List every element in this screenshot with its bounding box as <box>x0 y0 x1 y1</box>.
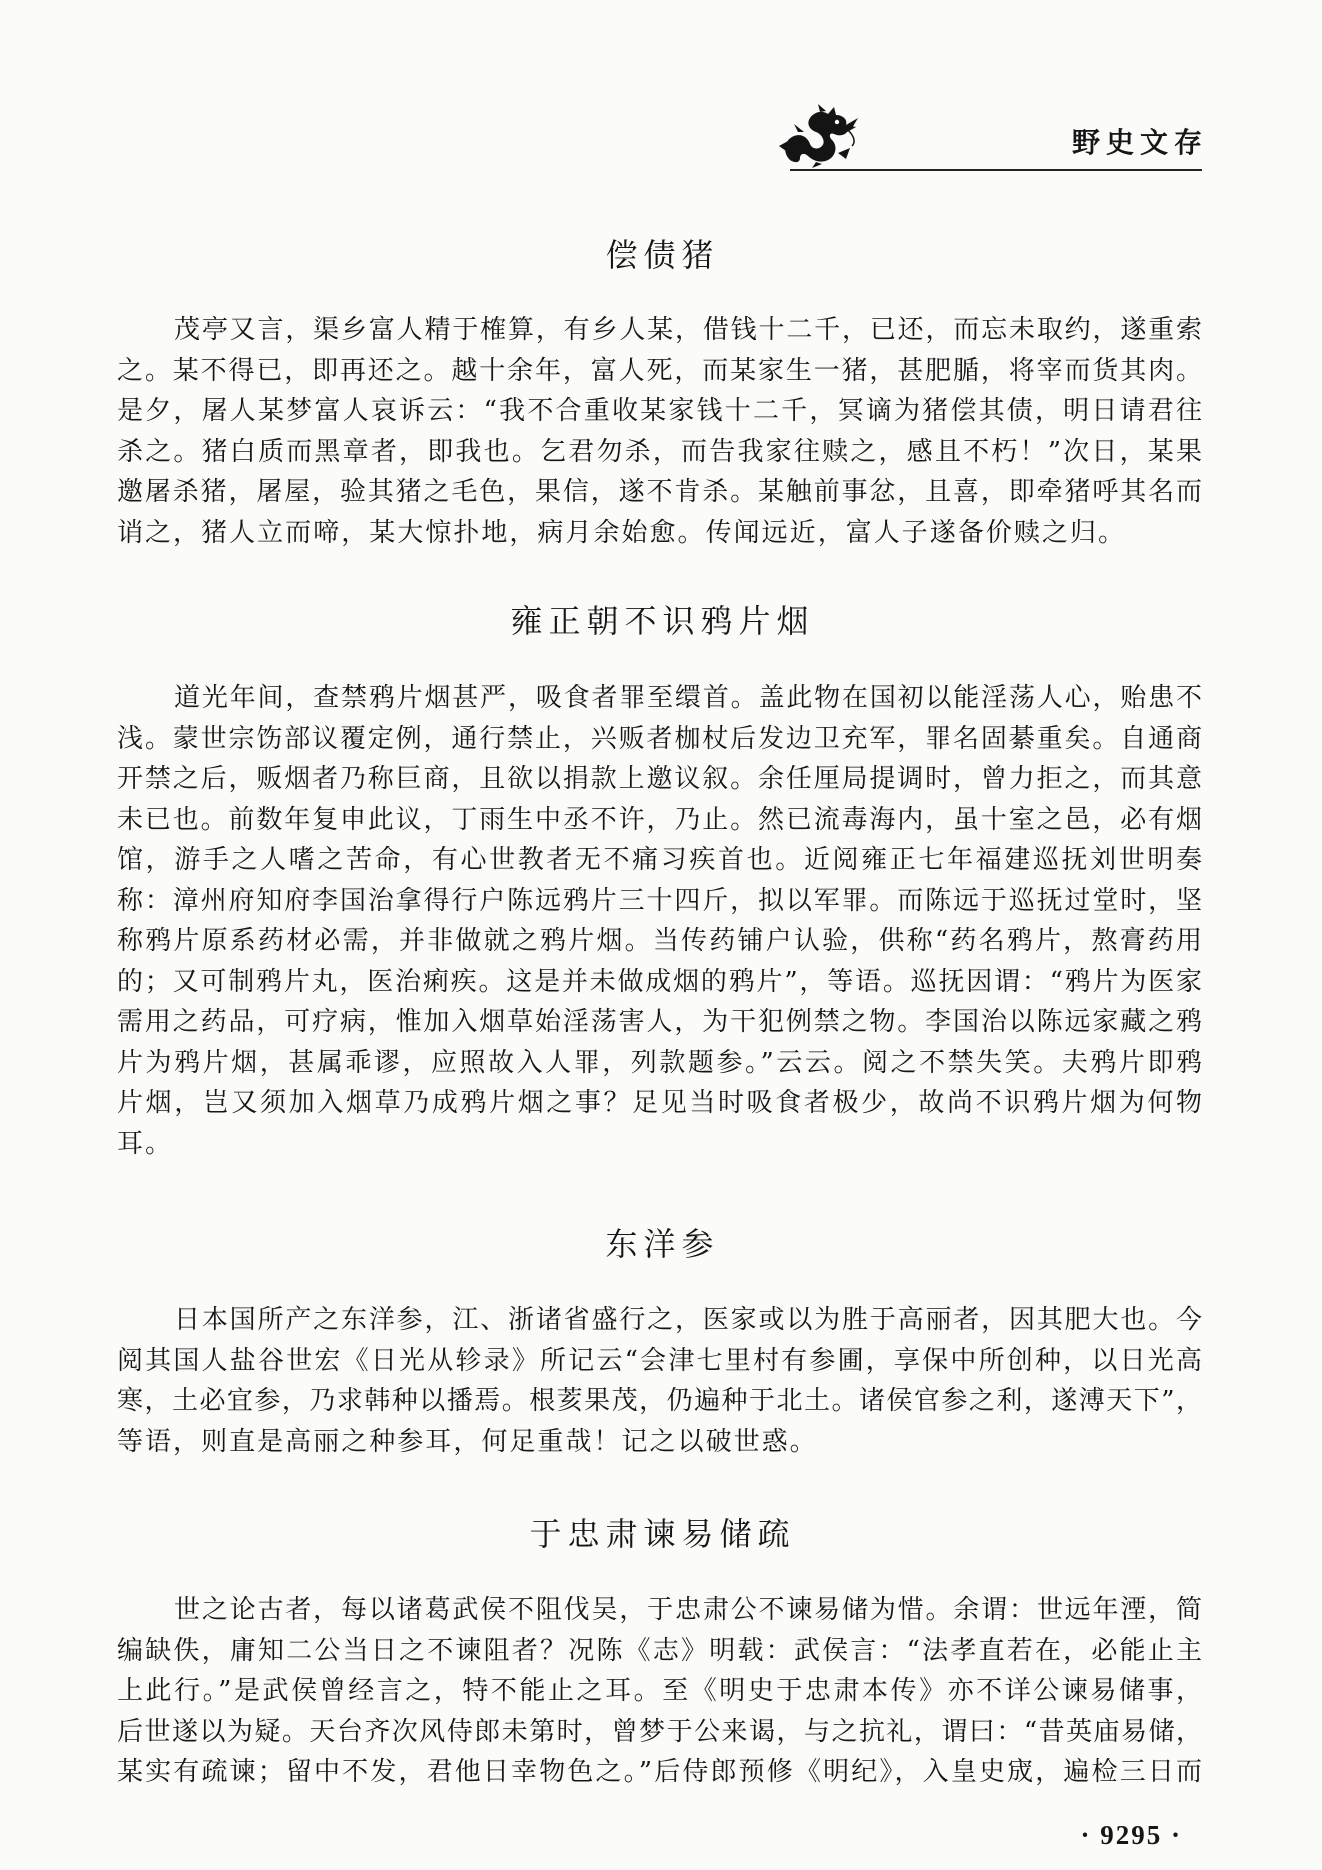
text-line: 日本国所产之东洋参，江、浙诸省盛行之，医家或以为胜于高丽者，因其肥大也。今 <box>174 1305 1204 1335</box>
text-line: 片烟，岂又须加入烟草乃成鸦片烟之事？足见当时吸食者极少，故尚不识鸦片烟为何物 <box>117 1088 1205 1118</box>
section-title: 东洋参 <box>605 1225 720 1263</box>
text-line: 开禁之后，贩烟者乃称巨商，且欲以捐款上邀议叙。余任厘局提调时，曾力拒之，而其意 <box>117 764 1204 794</box>
text-line: 诮之，猪人立而啼，某大惊扑地，病月余始愈。传闻远近，富人子遂备价赎之归。 <box>117 517 1126 548</box>
text-line: 世之论古者，每以诸葛武侯不阻伐吴，于忠肃公不谏易储为惜。余谓：世远年湮，简 <box>174 1595 1204 1625</box>
running-header-title: 野史文存 <box>1071 126 1208 159</box>
text-line: 后世遂以为疑。天台齐次风侍郎未第时，曾梦于公来谒，与之抗礼，谓曰：“昔英庙易储， <box>117 1716 1204 1747</box>
text-line: 邀屠杀猪，屠屋，验其猪之毛色，果信，遂不肯杀。某触前事忿，且喜，即牵猪呼其名而 <box>117 477 1204 507</box>
paragraph <box>117 1590 1205 1793</box>
paragraph <box>117 310 1205 553</box>
text-line: 等语，则直是高丽之种参耳，何足重哉！记之以破世惑。 <box>117 1426 818 1457</box>
text-line: 寒，土必宜参，乃求韩种以播焉。根荄果茂，仍遍种于北土。诸侯官参之利，遂溥天下”， <box>117 1386 1204 1416</box>
page-number: · 9295 · <box>1080 1820 1182 1850</box>
dragon-icon <box>776 102 860 168</box>
text-line: 茂亭又言，渠乡富人精于榷算，有乡人某，借钱十二千，已还，而忘未取约，遂重索 <box>174 315 1204 345</box>
text-line: 需用之药品，可疗病，惟加入烟草始淫荡害人，为干犯例禁之物。李国治以陈远家藏之鸦 <box>117 1007 1204 1037</box>
text-line: 之。某不得已，即再还之。越十余年，富人死，而某家生一猪，甚肥腯，将宰而货其肉。 <box>117 355 1204 386</box>
text-line: 阅其国人盐谷世宏《日光从轸录》所记云“会津七里村有参圃，享保中所创种，以日光高 <box>117 1345 1205 1376</box>
text-line: 馆，游手之人嗜之苦命，有心世教者无不痛习疾首也。近阅雍正七年福建巡抚刘世明奏 <box>117 845 1205 875</box>
text-line: 的；又可制鸦片丸，医治痢疾。这是并未做成烟的鸦片”，等语。巡抚因谓：“鸦片为医家 <box>117 966 1204 997</box>
text-line: 片为鸦片烟，甚属乖谬，应照故入人罪，列款题参。”云云。阅之不禁失笑。夫鸦片即鸦 <box>117 1047 1205 1078</box>
text-line: 某实有疏谏；留中不发，君他日幸物色之。”后侍郎预修《明纪》，入皇史宬，遍检三日而 <box>117 1757 1205 1787</box>
paragraph <box>117 678 1205 1164</box>
header-rule <box>790 169 1202 171</box>
section-title: 于忠肃谏易储疏 <box>529 1515 796 1553</box>
text-line: 道光年间，查禁鸦片烟甚严，吸食者罪至缳首。盖此物在国初以能淫荡人心，贻患不 <box>174 683 1204 713</box>
paragraph <box>117 1300 1205 1462</box>
text-line: 杀之。猪白质而黑章者，即我也。乞君勿杀，而告我家往赎之，感且不朽！”次日，某果 <box>117 436 1205 467</box>
section-title: 偿债猪 <box>605 236 720 274</box>
text-line: 浅。蒙世宗饬部议覆定例，通行禁止，兴贩者枷杖后发边卫充军，罪名固綦重矣。自通商 <box>117 723 1204 754</box>
text-line: 耳。 <box>117 1128 174 1159</box>
text-line: 编缺佚，庸知二公当日之不谏阻者？况陈《志》明载：武侯言：“法孝直若在，必能止主 <box>117 1635 1205 1666</box>
text-line: 未已也。前数年复申此议，丁雨生中丞不许，乃止。然已流毒海内，虽十室之邑，必有烟 <box>117 804 1204 835</box>
text-line: 上此行。”是武侯曾经言之，特不能止之耳。至《明史于忠肃本传》亦不详公谏易储事， <box>117 1676 1205 1706</box>
text-line: 是夕，屠人某梦富人哀诉云：“我不合重收某家钱十二千，冥谪为猪偿其债，明日请君往 <box>117 396 1205 426</box>
text-line: 称鸦片原系药材必需，并非做就之鸦片烟。当传药铺户认验，供称“药名鸦片，熬膏药用 <box>117 926 1205 956</box>
section-title: 雍正朝不识鸦片烟 <box>510 602 815 640</box>
text-line: 称：漳州府知府李国治拿得行户陈远鸦片三十四斤，拟以军罪。而陈远于巡抚过堂时，坚 <box>117 885 1204 916</box>
